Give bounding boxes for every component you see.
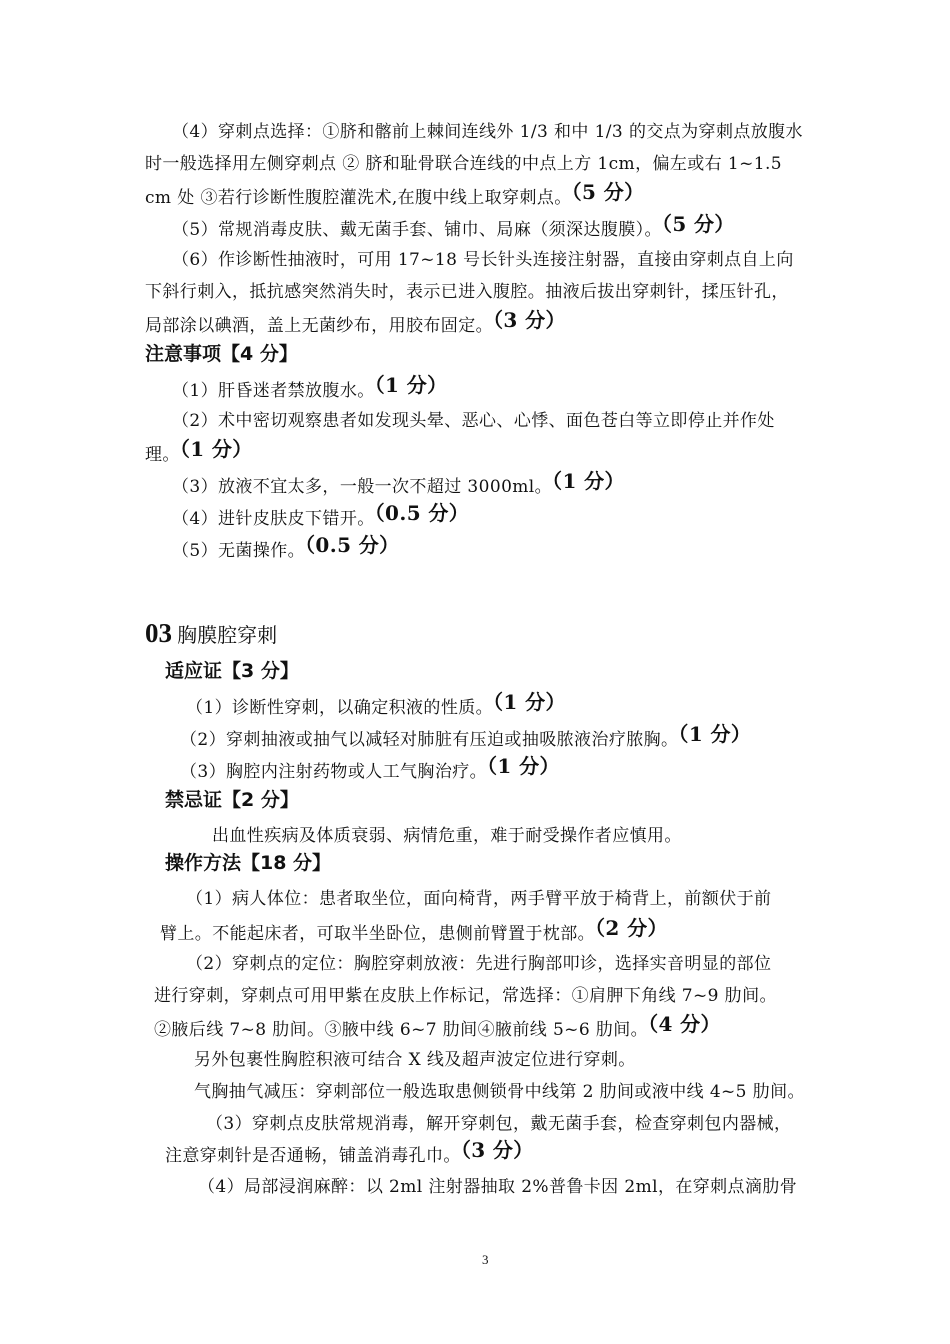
indication-2-score: （1 分） bbox=[678, 722, 752, 746]
method-1-line-1: （1）病人体位：患者取坐位，面向椅背，两手臂平放于椅背上，前额伏于前 bbox=[186, 889, 772, 909]
note-1-score: （1 分） bbox=[374, 373, 448, 397]
note-4-text: （4）进针皮肤皮下错开。 bbox=[172, 509, 375, 529]
method-3-line-1: （3）穿刺点皮肤常规消毒，解开穿刺包，戴无菌手套，检查穿刺包内器械， bbox=[206, 1114, 792, 1134]
method-1-score: （2 分） bbox=[595, 916, 668, 940]
op-step-4-line-3 bbox=[145, 180, 645, 209]
page-number: 3 bbox=[482, 1252, 489, 1267]
method-2-score: （4 分） bbox=[648, 1012, 721, 1036]
method-extra-1: 另外包裹性胸腔积液可结合 X 线及超声波定位进行穿刺。 bbox=[194, 1050, 636, 1070]
op-step-6-score: （3 分） bbox=[493, 308, 566, 332]
method-3-score: （3 分） bbox=[460, 1138, 534, 1162]
op-step-4-text: cm 处 ③若行诊断性腹腔灌洗术,在腹中线上取穿刺点。 bbox=[145, 188, 572, 208]
note-5-score: （0.5 分） bbox=[305, 533, 400, 557]
note-4 bbox=[172, 501, 470, 530]
contraindications-text: 出血性疾病及体质衰弱、病情危重，难于耐受操作者应慎用。 bbox=[212, 826, 682, 846]
op-step-6-line-3 bbox=[145, 308, 566, 337]
contraindications-heading: 禁忌证【2 分】 bbox=[165, 789, 299, 811]
note-3 bbox=[172, 469, 625, 498]
op-step-5-text: （5）常规消毒皮肤、戴无菌手套、铺巾、局麻（须深达腹膜）。 bbox=[172, 220, 662, 240]
note-5 bbox=[172, 533, 400, 562]
indications-heading: 适应证【3 分】 bbox=[165, 660, 299, 682]
method-4-line-1: （4）局部浸润麻醉：以 2ml 注射器抽取 2%普鲁卡因 2ml，在穿刺点滴肋骨 bbox=[198, 1177, 798, 1197]
method-3-text: 注意穿刺针是否通畅，铺盖消毒孔巾。 bbox=[165, 1146, 461, 1166]
op-step-6-line-1: （6）作诊断性抽液时，可用 17~18 号长针头连接注射器，直接由穿刺点自上向 bbox=[172, 250, 794, 270]
indication-1 bbox=[186, 690, 566, 719]
method-2-text: ②腋后线 7~8 肋间。③腋中线 6~7 肋间④腋前线 5~6 肋间。 bbox=[154, 1020, 649, 1040]
op-step-5 bbox=[172, 212, 735, 241]
note-5-text: （5）无菌操作。 bbox=[172, 541, 306, 561]
method-3-line-2 bbox=[165, 1138, 534, 1167]
indication-3-text: （3）胸腔内注射药物或人工气胸治疗。 bbox=[180, 762, 488, 782]
section-03-heading bbox=[145, 618, 277, 652]
note-4-score: （0.5 分） bbox=[374, 501, 470, 525]
indication-2 bbox=[180, 722, 752, 751]
note-3-score: （1 分） bbox=[552, 469, 625, 493]
note-1-text: （1）肝昏迷者禁放腹水。 bbox=[172, 381, 375, 401]
op-step-4-line-1: （4）穿刺点选择：①脐和髂前上棘间连线外 1/3 和中 1/3 的交点为穿刺点放腹水 bbox=[172, 122, 803, 142]
method-2-line-3 bbox=[154, 1012, 721, 1041]
indication-3-score: （1 分） bbox=[487, 754, 560, 778]
indication-1-score: （1 分） bbox=[493, 690, 566, 714]
method-extra-2: 气胸抽气减压：穿刺部位一般选取患侧锁骨中线第 2 肋间或液中线 4~5 肋间。 bbox=[194, 1082, 805, 1102]
notes-heading: 注意事项【4 分】 bbox=[145, 343, 298, 365]
indication-1-text: （1）诊断性穿刺，以确定积液的性质。 bbox=[186, 698, 494, 718]
op-step-6-text: 局部涂以碘酒，盖上无菌纱布，用胶布固定。 bbox=[145, 316, 493, 336]
method-2-line-2: 进行穿刺，穿刺点可用甲紫在皮肤上作标记，常选择：①肩胛下角线 7~9 肋间。 bbox=[154, 986, 777, 1006]
note-2-line-1: （2）术中密切观察患者如发现头晕、恶心、心悸、面色苍白等立即停止并作处 bbox=[172, 411, 775, 431]
note-2-line-2 bbox=[145, 437, 253, 466]
indication-3 bbox=[180, 754, 560, 783]
note-2-text: 理。 bbox=[145, 445, 180, 465]
method-1-text: 臂上。不能起床者，可取半坐卧位，患侧前臂置于枕部。 bbox=[160, 924, 595, 944]
op-step-5-score: （5 分） bbox=[661, 212, 735, 236]
op-step-6-line-2: 下斜行刺入，抵抗感突然消失时，表示已进入腹腔。抽液后拔出穿刺针，揉压针孔， bbox=[145, 282, 789, 302]
op-step-4-score: （5 分） bbox=[571, 180, 645, 204]
method-1-line-2 bbox=[160, 916, 668, 945]
note-3-text: （3）放液不宜太多，一般一次不超过 3000ml。 bbox=[172, 477, 553, 497]
op-step-4-line-2: 时一般选择用左侧穿刺点 ② 脐和耻骨联合连线的中点上方 1cm，偏左或右 1~1.5 bbox=[145, 154, 782, 174]
methods-heading: 操作方法【18 分】 bbox=[165, 852, 332, 874]
indication-2-text: （2）穿刺抽液或抽气以减轻对肺脏有压迫或抽吸脓液治疗脓胸。 bbox=[180, 730, 679, 750]
section-title: 胸膜腔穿刺 bbox=[177, 623, 278, 647]
note-2-score: （1 分） bbox=[179, 437, 253, 461]
note-1 bbox=[172, 373, 448, 402]
method-2-line-1: （2）穿刺点的定位：胸腔穿刺放液：先进行胸部叩诊，选择实音明显的部位 bbox=[186, 954, 772, 974]
section-number: 03 bbox=[145, 618, 172, 648]
